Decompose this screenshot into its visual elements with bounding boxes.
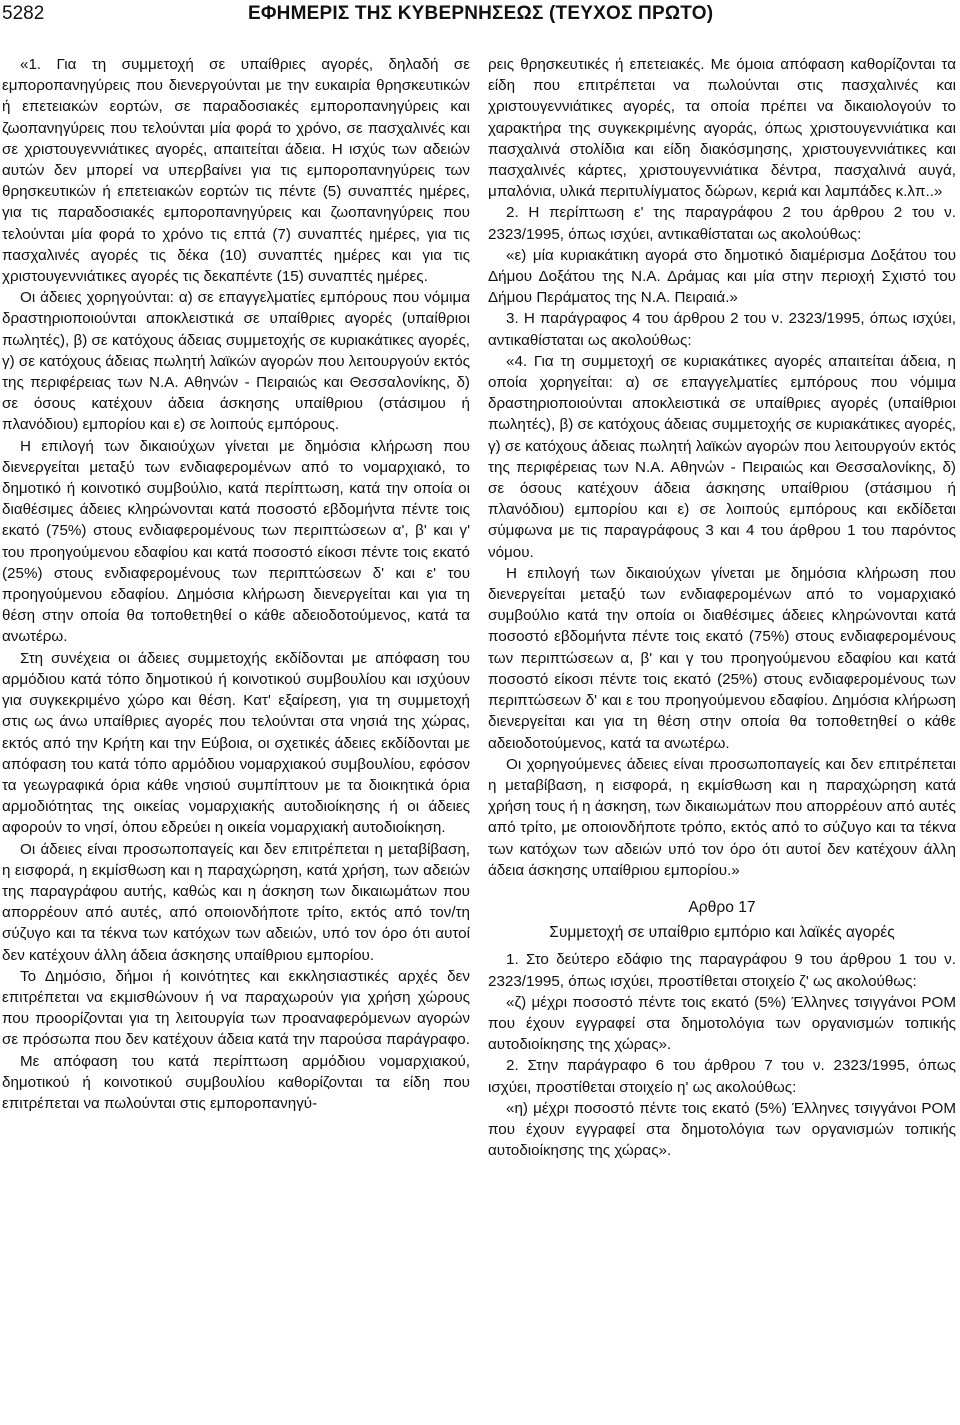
paragraph: Η επιλογή των δικαιούχων γίνεται με δημόσια κλήρωση που διενεργείται μεταξύ των ενδιαφερομένων από το νομαρχιακό συμβούλιο κατά την οποία οι διαθέσιμες άδειες κληρώνονται κατά ποσοστό εβδομήντα πέντε τοις εκατό (75%) στους ενδιαφερομένους των περιπτώσεων α, β' και γ του προηγούμενου εδαφίου και κατά ποσοστό είκοσι πέντε τοις εκατό (25%) στους ενδιαφερομένους των περιπτώσεων δ' και ε του προηγούμενου εδαφίου. Δημόσια κλήρωση διενεργείται και για τη θέση στην οποία θα τοποθετηθεί ο κάθε αδειοδοτούμενος, κατά τα ανωτέρω. <box>488 564 956 752</box>
gazette-title: ΕΦΗΜΕΡΙΣ ΤΗΣ ΚΥΒΕΡΝΗΣΕΩΣ (ΤΕΥΧΟΣ ΠΡΩΤΟ) <box>248 3 714 24</box>
paragraph: Οι χορηγούμενες άδειες είναι προσωποπαγείς και δεν επιτρέπεται η μεταβίβαση, η εισφορά, η εκμίσθωση και η παραχώρηση κατά χρήση τους ή η άσκηση, των δικαιωμάτων που απορρέουν από αυτές από τρίτο, με οποιονδήποτε τρόπο, εκτός από το σύζυγο και τα τέκνα των κατόχων των αδειών υπό τον όρο ότι αυτοί δεν κατέχουν άλλη άδεια άσκησης υπαίθριου εμπορίου.» <box>488 755 956 879</box>
paragraph: Η επιλογή των δικαιούχων γίνεται με δημόσια κλήρωση που διενεργείται μεταξύ των ενδιαφερομένων από το νομαρχιακό, το δημοτικό ή κοινοτικό συμβούλιο, κατά περίπτωση, κατά την οποία οι διαθέσιμες άδειες κληρώνονται κατά ποσοστό εβδομήντα πέντε τοις εκατό (75%) στους ενδιαφερομένους των περιπτώσεων α', β' και γ' του προηγούμενου εδαφίου και κατά ποσοστό είκοσι πέντε τοις εκατό (25%) στους ενδιαφερομένους των περιπτώσεων δ' και ε' του προηγούμενου εδαφίου. Δημόσια κλήρωση διενεργείται και για τη θέση στην οποία θα τοποθετηθεί ο κάθε αδειοδοτούμενος, κατά τα ανωτέρω. <box>2 437 470 646</box>
page-header <box>2 0 952 32</box>
paragraph: «ε) μία κυριακάτικη αγορά στο δημοτικό διαμέρισμα Δοξάτου του Δήμου Δοξάτου της Ν.Α. Δράμας και μία στην περιοχή Σχιστό του Δήμου Περάματος της Ν.Α. Πειραιά.» <box>488 246 956 307</box>
paragraph: «4. Για τη συμμετοχή σε κυριακάτικες αγορές απαιτείται άδεια, η οποία χορηγείται: α) σε επαγγελματίες εμπόρους που νόμιμα δραστηριοποιούνται αποκλειστικά σε υπαίθριες αγορές (υπαίθριοι πωλητές), β) σε κατόχους άδειας συμμετοχής σε κυριακάτικες αγορές, γ) σε κατόχους άδειας πωλητή λαϊκών αγορών που λειτουργούν εκτός της περιφέρειας των Ν.Α. Αθηνών - Πειραιώς και Θεσσαλονίκης, δ) σε όσους κατέχουν άδεια άσκησης υπαίθριου (στάσιμου ή πλανόδιου) εμπορίου και ε) σε λοιπούς εμπόρους και εκδίδεται σύμφωνα με τις παραγράφους 3 και 4 του άρθρου 1 του παρόντος νόμου. <box>488 352 956 561</box>
paragraph: «ζ) μέχρι ποσοστό πέντε τοις εκατό (5%) Έλληνες τσιγγάνοι ΡΟΜ που έχουν εγγραφεί στα δημοτολόγια των οργανισμών τοπικής αυτοδιοίκησης της χώρας». <box>488 993 956 1054</box>
paragraph: «1. Για τη συμμετοχή σε υπαίθριες αγορές, δηλαδή σε εμποροπανηγύρεις που διενεργούνται με την ευκαιρία θρησκευτικών ή επετειακών εορτών, σε παραδοσιακές εμποροπανηγύρεις και ζωοπανηγύρεις που τελούνται μία φορά το χρόνο, σε πασχαλινές και σε χριστουγεννιάτικες αγορές, απαιτείται άδεια. Η ισχύς των αδειών αυτών δεν μπορεί να υπερβαίνει για τις εμποροπανηγύρεις των θρησκευτικών ή επετειακών εορτών τις πέντε (5) συναπτές ημέρες, για τις παραδοσιακές εμποροπανηγύρεις και ζωοπανηγύρεις που τελούνται μία φορά το χρόνο τις επτά (7) συναπτές ημέρες, για τις πασχαλινές αγορές τις δέκα (10) συναπτές ημέρες και για τις χριστουγεννιάτικες αγορές τις δεκαπέντε (15) συναπτές ημέρες. <box>2 56 470 286</box>
right-column <box>488 54 956 1161</box>
paragraph: Οι άδειες χορηγούνται: α) σε επαγγελματίες εμπόρους που νόμιμα δραστηριοποιούνται αποκλειστικά σε υπαίθριες αγορές (υπαίθριοι πωλητές), β) σε κατόχους άδειας συμμετοχής σε κυριακάτικες αγορές, γ) σε κατόχους άδειας πωλητή λαϊκών αγορών που λειτουργούν εκτός της περιφέρειας των Ν.Α. Αθηνών - Πειραιώς και Θεσσαλονίκης, δ) σε όσους κατέχουν άδεια άσκησης υπαίθριου (στάσιμου ή πλανόδιου) εμπορίου και ε) σε λοιπούς εμπόρους. <box>2 289 470 434</box>
paragraph: ρεις θρησκευτικές ή επετειακές. Με όμοια απόφαση καθορίζονται τα είδη που επιτρέπεται να πωλούνται στις πασχαλινές και χριστουγεννιάτικες αγορές, τα οποία πρέπει να δικαιολογούν το χαρακτήρα της συγκεκριμένης αγοράς, όπως χριστουγεννιάτικα και πασχαλινά στολίδια και είδη διακόσμησης, χριστουγεννιάτικες και πασχαλινές κάρτες, χριστουγεννιάτικα δέντρα, πασχαλινά αυγά, μπαλόνια, υλικά περιτυλίγματος δώρων, κεριά και λαμπάδες κ.λπ..» <box>488 56 956 201</box>
page-number: 5282 <box>2 3 45 24</box>
paragraph: 1. Στο δεύτερο εδάφιο της παραγράφου 9 του άρθρου 1 του ν. 2323/1995, όπως ισχύει, προστίθεται στοιχείο ζ' ως ακολούθως: <box>488 951 956 990</box>
paragraph: «η) μέχρι ποσοστό πέντε τοις εκατό (5%) Έλληνες τσιγγάνοι ΡΟΜ που έχουν εγγραφεί στα δημοτολόγια των οργανισμών τοπικής αυτοδιοίκησης της χώρας». <box>488 1099 956 1160</box>
paragraph: Οι άδειες είναι προσωποπαγείς και δεν επιτρέπεται η μεταβίβαση, η εισφορά, η εκμίσθωση και η παραχώρηση, κατά χρήση, των αδειών της παραγράφου αυτής, καθώς και η άσκηση των δικαιωμάτων που απορρέουν από αυτές, από οποιονδήποτε τρίτο, εκτός από τον/τη σύζυγο και τα τέκνα των κατόχων των αδειών, υπό τον όρο ότι αυτοί δεν κατέχουν άλλη άδεια άσκησης υπαίθριου εμπορίου. <box>2 840 470 964</box>
paragraph: Με απόφαση του κατά περίπτωση αρμόδιου νομαρχιακού, δημοτικού ή κοινοτικού συμβουλίου καθορίζονται τα είδη που επιτρέπεται να πωλούνται στις εμποροπανηγύ- <box>2 1052 470 1112</box>
article-title: Συμμετοχή σε υπαίθριο εμπόριο και λαϊκές αγορές <box>549 924 895 942</box>
paragraph: 2. Η περίπτωση ε' της παραγράφου 2 του άρθρου 2 του ν. 2323/1995, όπως ισχύει, αντικαθίσταται ως ακολούθως: <box>488 204 956 243</box>
article-number: Αρθρο 17 <box>688 898 756 916</box>
paragraph: 3. Η παράγραφος 4 του άρθρου 2 του ν. 2323/1995, όπως ισχύει, αντικαθίσταται ως ακολούθως: <box>488 310 956 349</box>
paragraph: Στη συνέχεια οι άδειες συμμετοχής εκδίδονται με απόφαση του αρμόδιου κατά τόπο δημοτικού ή κοινοτικού συμβουλίου και ισχύουν για συγκεκριμένο χώρο και θέση. Κατ' εξαίρεση, για τη συμμετοχή στις ως άνω υπαίθριες αγορές που τελούνται στα νησιά της χώρας, εκτός από την Κρήτη και την Εύβοια, οι σχετικές άδειες εκδίδονται με απόφαση του κατά τόπο αρμόδιου νομαρχιακού συμβουλίου, εφόσον τα γεωγραφικά όρια κάθε νησιού συμπίπτουν με τα διοικητικά όρια αρμοδιότητας της οικείας νομαρχιακής αυτοδιοίκησης ή οι άδειες αφορούν το νησί, όπου εδρεύει η οικεία νομαρχιακή αυτοδιοίκηση. <box>2 649 470 837</box>
paragraph: Το Δημόσιο, δήμοι ή κοινότητες και εκκλησιαστικές αρχές δεν επιτρέπεται να εκμισθώνουν ή να παραχωρούν για χρήση χώρους που προορίζονται για τη λειτουργία των προαναφερόμενων αγορών σε πρόσωπα που δεν κατέχουν άδεια κατά την παρούσα παράγραφο. <box>2 967 470 1049</box>
paragraph: 2. Στην παράγραφο 6 του άρθρου 7 του ν. 2323/1995, όπως ισχύει, προστίθεται στοιχείο η' ως ακολούθως: <box>488 1057 956 1096</box>
left-column <box>2 54 470 1114</box>
